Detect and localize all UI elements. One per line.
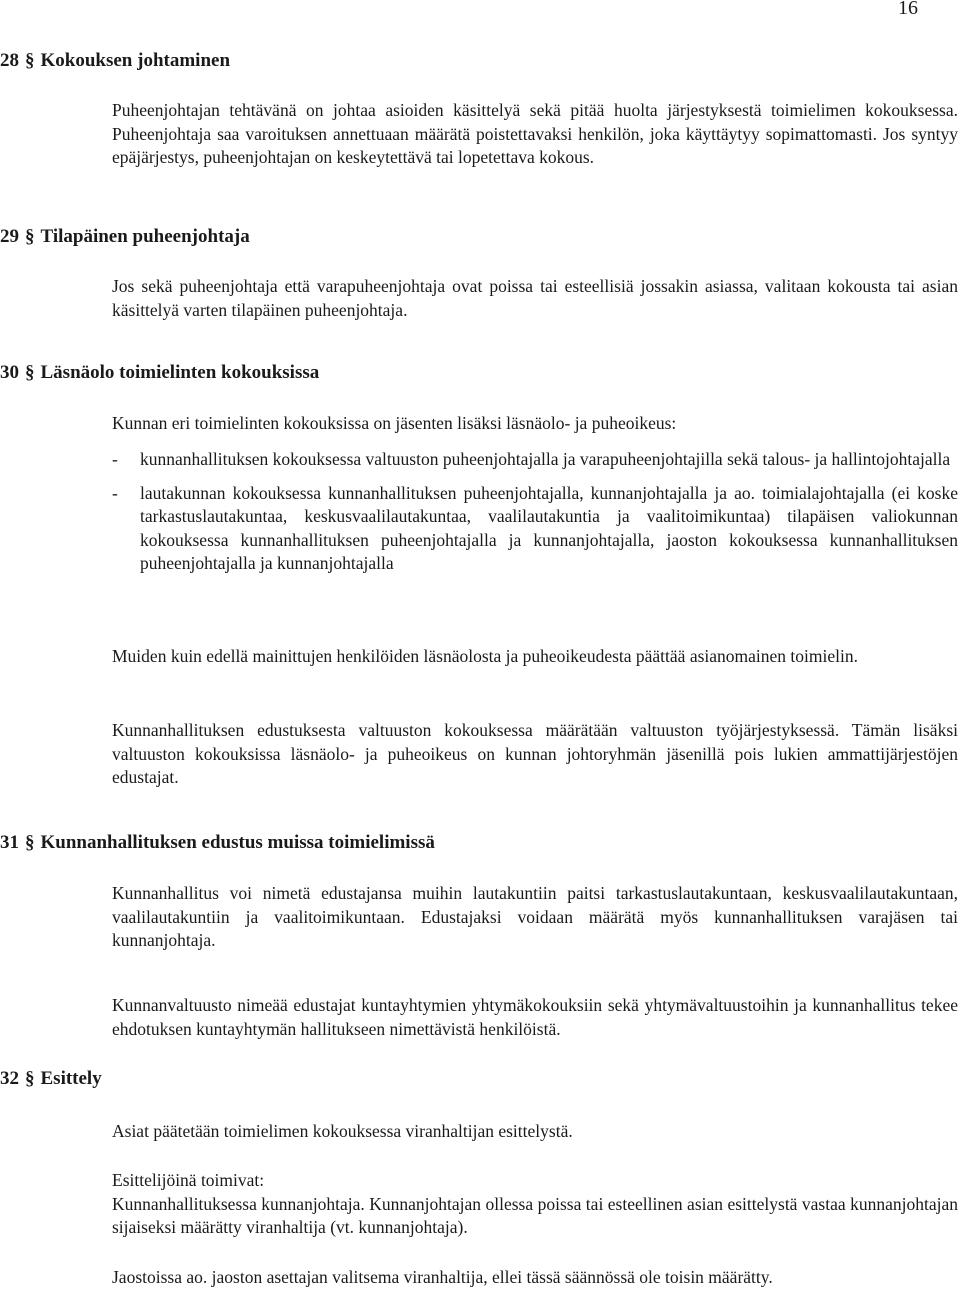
- section-30-paragraph-3: Kunnanhallituksen edustuksesta valtuuston kokouksessa määrätään valtuuston työjärjestyksessä. Tämän lisäksi valtuuston kokouksissa läsnäolo- ja puheoikeus on kunnan johtoryhmän jäsenillä pois lukien ammattijärjestöjen edustajat.: [112, 720, 958, 787]
- section-32-number: 32: [0, 1068, 19, 1089]
- section-32-paragraph-3: Jaostoissa ao. jaoston asettajan valitsema viranhaltija, ellei tässä säännössä ole toisin määrätty.: [112, 1267, 773, 1287]
- section-29-paragraph: Jos sekä puheenjohtaja että varapuheenjohtaja ovat poissa tai esteellisiä jossakin asiassa, valitaan kokousta tai asian käsittelyä varten tilapäinen puheenjohtaja.: [112, 276, 958, 320]
- page-number: 16: [898, 0, 918, 19]
- section-31-number: 31: [0, 832, 19, 853]
- section-32-title: Esittely: [40, 1068, 102, 1089]
- section-28-heading: [0, 50, 230, 72]
- section-30-intro: Kunnan eri toimielinten kokouksissa on jäsenten lisäksi läsnäolo- ja puheoikeus:: [112, 413, 677, 433]
- list-item-text: kunnanhallituksen kokouksessa valtuuston puheenjohtajalla ja varapuheenjohtajilla sekä talous- ja hallintojohtajalla: [140, 449, 951, 469]
- section-30-heading: [0, 362, 319, 384]
- section-29-title: Tilapäinen puheenjohtaja: [40, 226, 250, 247]
- section-29-number: 29: [0, 226, 19, 247]
- section-30-paragraph-2: Muiden kuin edellä mainittujen henkilöiden läsnäolosta ja puheoikeudesta päättää asianomainen toimielin.: [112, 646, 858, 666]
- section-31-heading: [0, 832, 435, 854]
- list-dash: -: [112, 449, 118, 469]
- list-item: [112, 482, 958, 576]
- section-30-title: Läsnäolo toimielinten kokouksissa: [40, 362, 320, 383]
- section-symbol: §: [25, 226, 35, 247]
- presenters-text: Kunnanhallituksessa kunnanjohtaja. Kunnanjohtajan ollessa poissa tai esteellinen asian esittelystä vastaa kunnanjohtajan sijaiseksi määrätty viranhaltija (vt. kunnanjohtaja).: [112, 1193, 958, 1237]
- list-item-text: lautakunnan kokouksessa kunnanhallituksen puheenjohtajalla, kunnanjohtajalla ja ao. toimialajohtajalla (ei koske tarkastuslautakuntaa, keskusvaalilautakuntaa, vaalilautakuntia ja vaalitoimikuntaa) tilapäisen valiokunnan kokouksessa kunnanhallituksen puheenjohtajalla ja kunnanjohtajalla, jaoston kokouksessa kunnanhallituksen puheenjohtajalla ja kunnanjohtajalla: [140, 482, 958, 573]
- section-32-paragraph-1: Asiat päätetään toimielimen kokouksessa viranhaltijan esittelystä.: [112, 1121, 573, 1141]
- section-31-paragraph-1: Kunnanhallitus voi nimetä edustajansa muihin lautakuntiin paitsi tarkastuslautakuntaan, keskusvaalilautakuntaan, vaalilautakuntiin ja vaalitoimikuntaan. Edustajaksi voidaan määrätä myös kunnanhallituksen varajäsen tai kunnanjohtaja.: [112, 883, 958, 950]
- section-28-title: Kokouksen johtaminen: [40, 50, 231, 71]
- section-32-heading: [0, 1068, 102, 1090]
- list-dash: -: [112, 482, 118, 503]
- presenters-label: Esittelijöinä toimivat:: [112, 1170, 265, 1190]
- section-symbol: §: [25, 362, 35, 383]
- section-symbol: §: [25, 50, 35, 71]
- section-symbol: §: [25, 832, 35, 853]
- section-28-paragraph: Puheenjohtajan tehtävänä on johtaa asioiden käsittelyä sekä pitää huolta järjestyksestä toimielimen kokouksessa. Puheenjohtaja saa varoituksen annettuaan määrätä poistettavaksi henkilön, joka käyttäytyy sopimattomasti. Jos syntyy epäjärjestys, puheenjohtajan on keskeytettävä tai lopetettava kokous.: [112, 100, 958, 167]
- section-30-number: 30: [0, 362, 19, 383]
- section-29-heading: [0, 226, 250, 248]
- section-31-title: Kunnanhallituksen edustus muissa toimielimissä: [40, 832, 435, 853]
- list-item: [112, 448, 958, 472]
- section-31-paragraph-2: Kunnanvaltuusto nimeää edustajat kuntayhtymien yhtymäkokouksiin sekä yhtymävaltuustoihin ja kunnanhallitus tekee ehdotuksen kuntayhtymän hallitukseen nimettävistä henkilöistä.: [112, 995, 958, 1039]
- section-30-list: [112, 448, 958, 576]
- section-28-number: 28: [0, 50, 19, 71]
- section-symbol: §: [25, 1068, 35, 1089]
- section-32-presenters: [112, 1169, 958, 1240]
